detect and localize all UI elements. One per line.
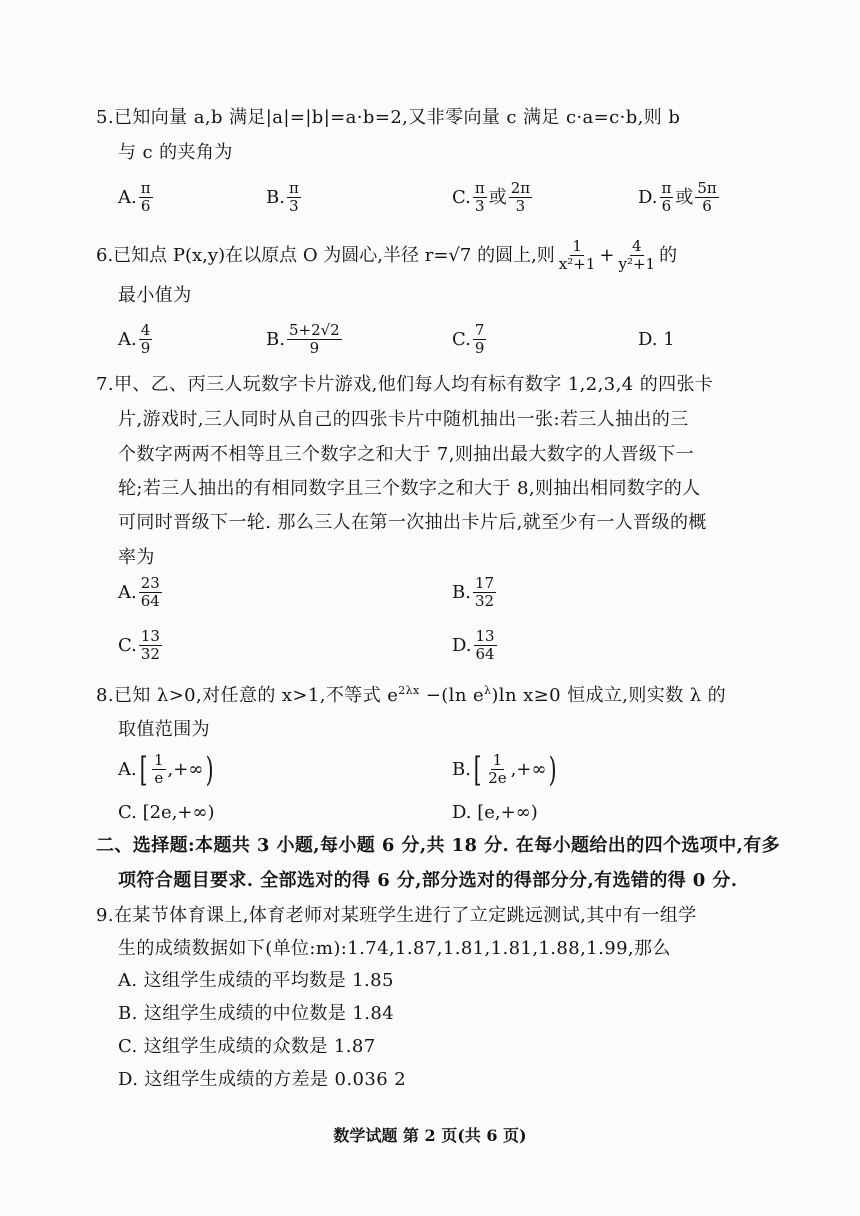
option-label: A. <box>118 328 137 350</box>
q7-stem-line6: 率为 <box>118 547 155 568</box>
q6-stem-line1 <box>96 238 677 273</box>
fraction: $\frac{\pi}{3}$ <box>474 179 485 215</box>
q7-stem-line2: 片,游戏时,三人同时从自己的四张卡片中随机抽出一张:若三人抽出的三 <box>118 409 689 430</box>
fraction: $\frac{\pi}{6}$ <box>140 179 151 215</box>
fraction: $\frac{1}{e}$ <box>154 751 164 787</box>
q9-option-b[interactable]: B. 这组学生成绩的中位数是 1.84 <box>118 1003 395 1024</box>
option-label: B. <box>266 328 285 350</box>
right-paren-icon: ) <box>549 749 558 790</box>
section-2-header-line1: 二、选择题:本题共 3 小题,每小题 6 分,共 18 分. 在每小题给出的四个选项中,有多 <box>96 835 781 856</box>
plus-sign: + <box>599 244 615 266</box>
q7-stem-line1: 7.甲、乙、丙三人玩数字卡片游戏,他们每人均有标有数字 1,2,3,4 的四张卡 <box>96 374 714 395</box>
q5-stem-line2: 与 c 的夹角为 <box>118 142 233 163</box>
fraction: $\frac{\pi}{3}$ <box>288 179 299 215</box>
fraction: $\frac{13}{32}$ <box>140 627 160 663</box>
fraction: $\frac{4}{9}$ <box>140 321 151 357</box>
q9-option-a[interactable]: A. 这组学生成绩的平均数是 1.85 <box>118 970 394 991</box>
q7-stem-line5: 可同时晋级下一轮. 那么三人在第一次抽出卡片后,就至少有一人晋级的概 <box>118 512 707 533</box>
fraction: $\frac{17}{32}$ <box>474 574 495 610</box>
q5-option-b[interactable] <box>266 180 303 215</box>
exponent: λ <box>484 684 492 697</box>
q8-option-d[interactable]: D. [e,+∞) <box>452 802 538 823</box>
left-bracket-icon: [ <box>473 749 482 790</box>
q6-option-b[interactable] <box>266 322 344 357</box>
exponent: 2λx <box>398 684 420 697</box>
fraction: $\frac{2\pi}{3}$ <box>510 179 531 215</box>
q8-stem-part: −(ln e <box>419 685 484 706</box>
fraction: $\frac{13}{64}$ <box>475 627 495 663</box>
or-text: 或 <box>488 186 507 208</box>
page-footer: 数学试题 第 2 页(共 6 页) <box>333 1126 527 1145</box>
q7-option-c[interactable] <box>118 628 164 663</box>
q7-stem-line3: 个数字两两不相等且三个数字之和大于 7,则抽出最大数字的人晋级下一 <box>118 444 695 465</box>
q9-stem-line1: 9.在某节体育课上,体育老师对某班学生进行了立定跳远测试,其中有一组学 <box>96 905 697 926</box>
q7-option-a[interactable] <box>118 575 164 610</box>
q6-option-a[interactable] <box>118 322 154 357</box>
option-label: B. <box>452 758 471 780</box>
option-label: A. <box>118 758 137 780</box>
fraction: $\frac{4}{\text{y²+1}}$ <box>618 237 656 273</box>
q6-stem-end: 的 <box>659 244 678 266</box>
q8-stem-part: )ln x≥0 恒成立,则实数 λ 的 <box>491 685 727 706</box>
q8-option-c[interactable]: C. [2e,+∞) <box>118 802 215 823</box>
q5-option-d[interactable] <box>638 180 721 215</box>
fraction: $\frac{7}{9}$ <box>474 321 485 357</box>
or-text: 或 <box>675 186 694 208</box>
option-label: C. <box>452 186 471 208</box>
option-label: C. <box>118 634 137 656</box>
q6-option-d[interactable]: D. 1 <box>638 329 675 350</box>
q7-stem-line4: 轮;若三人抽出的有相同数字且三个数字之和大于 8,则抽出相同数字的人 <box>118 478 701 499</box>
q6-stem-text: 6.已知点 P(x,y)在以原点 O 为圆心,半径 r=√7 的圆上,则 <box>96 244 555 266</box>
right-paren-icon: ) <box>206 749 214 790</box>
fraction: $\frac{5\pi}{6}$ <box>697 179 717 215</box>
q8-option-b[interactable] <box>452 749 560 790</box>
q6-option-c[interactable] <box>452 322 488 357</box>
q7-option-d[interactable] <box>452 628 499 663</box>
fraction: $\frac{\pi}{6}$ <box>661 179 672 215</box>
q8-option-a[interactable] <box>118 749 217 790</box>
fraction: $\frac{23}{64}$ <box>140 574 160 610</box>
fraction: $\frac{1}{\text{x²+1}}$ <box>558 237 596 273</box>
interval-tail: ,+∞ <box>167 758 204 780</box>
q9-option-d[interactable]: D. 这组学生成绩的方差是 0.036 2 <box>118 1069 407 1090</box>
q5-option-a[interactable] <box>118 180 155 215</box>
option-label: C. <box>452 328 471 350</box>
section-2-header-line2: 项符合题目要求. 全部选对的得 6 分,部分选对的得部分分,有选错的得 0 分. <box>118 870 738 891</box>
fraction: $\frac{5+2√2}{9}$ <box>288 321 340 357</box>
q8-stem-line1 <box>96 683 726 709</box>
option-label: D. <box>452 634 472 656</box>
q5-option-c[interactable] <box>452 180 534 215</box>
option-label: B. <box>266 186 285 208</box>
q8-stem-part: 8.已知 λ>0,对任意的 x>1,不等式 e <box>96 685 399 706</box>
fraction: $\frac{1}{2e}$ <box>488 751 507 787</box>
q5-stem-line1: 5.已知向量 a,b 满足|a|=|b|=a·b=2,又非零向量 c 满足 c·a=c·b,则 b <box>96 107 681 128</box>
option-label: B. <box>452 581 471 603</box>
q8-stem-line2: 取值范围为 <box>118 719 210 740</box>
option-label: A. <box>118 581 137 603</box>
option-label: A. <box>118 186 137 208</box>
interval-tail: ,+∞ <box>510 758 547 780</box>
q9-option-c[interactable]: C. 这组学生成绩的众数是 1.87 <box>118 1036 376 1057</box>
option-label: D. <box>638 186 658 208</box>
q7-option-b[interactable] <box>452 575 498 610</box>
left-bracket-icon: [ <box>139 749 148 790</box>
q6-stem-line2: 最小值为 <box>118 285 192 306</box>
q9-stem-line2: 生的成绩数据如下(单位:m):1.74,1.87,1.81,1.81,1.88,1.99,那么 <box>118 938 671 959</box>
